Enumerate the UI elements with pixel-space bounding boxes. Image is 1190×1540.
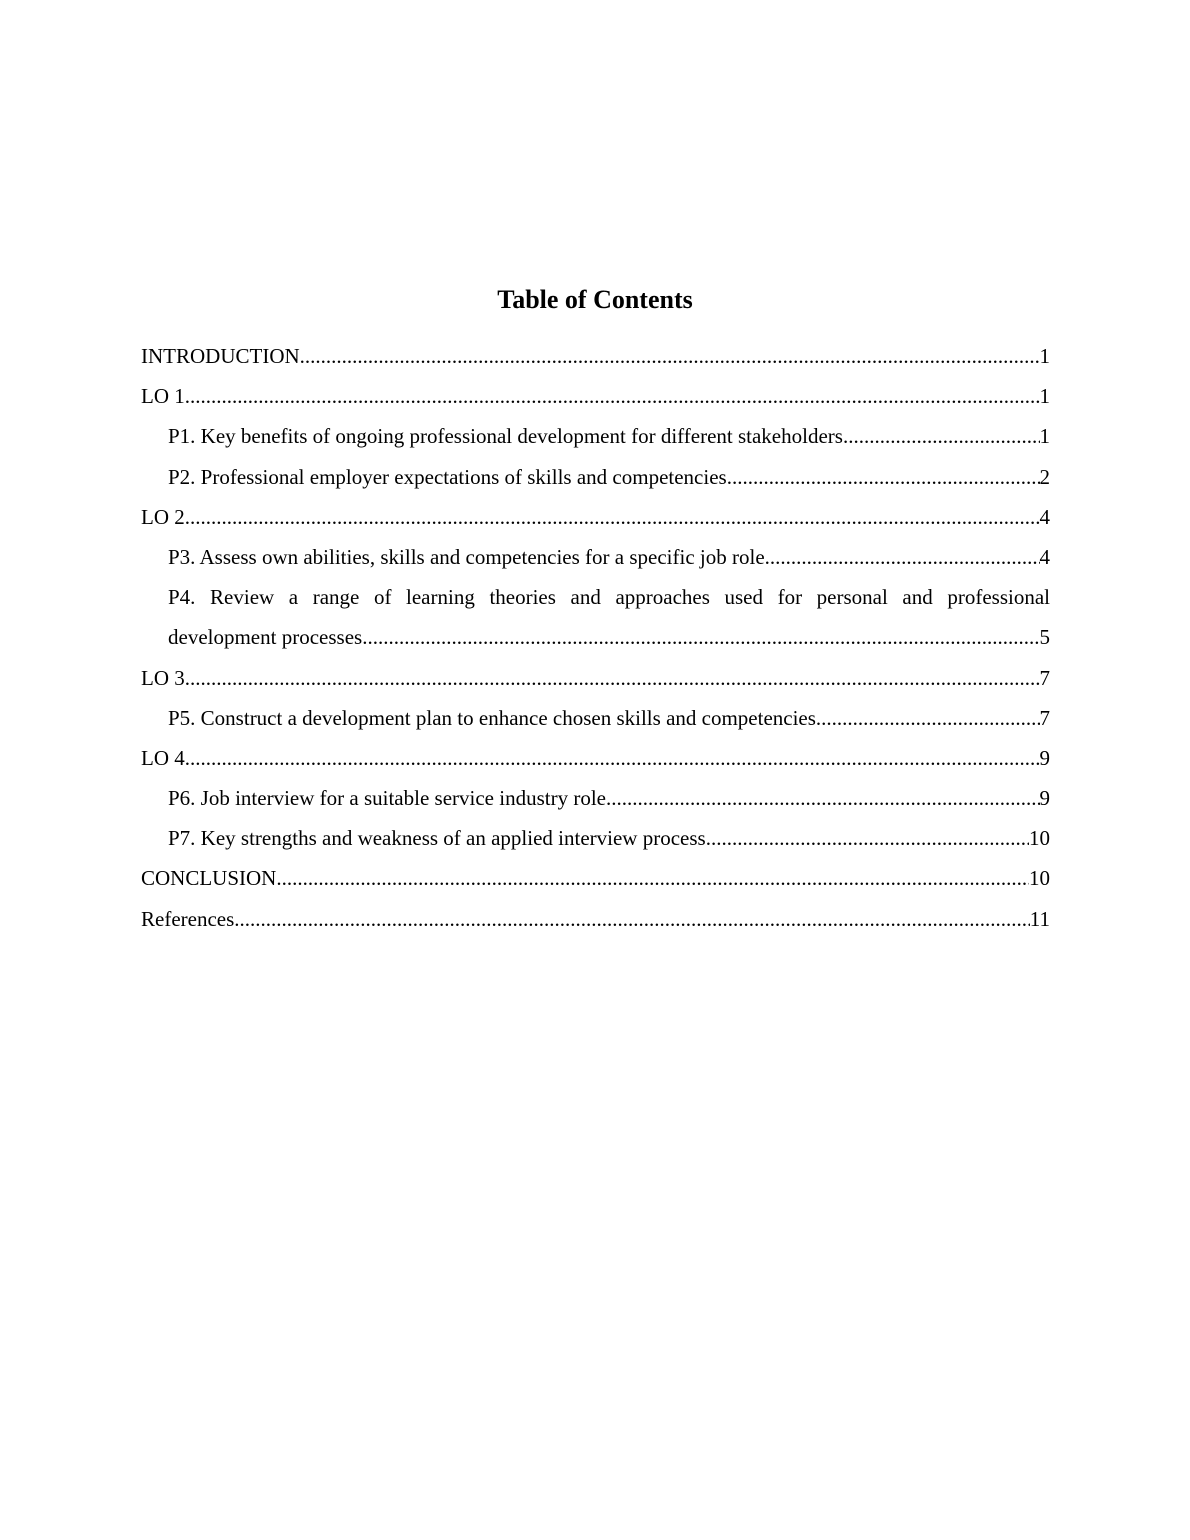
toc-word: learning bbox=[406, 585, 475, 610]
toc-entry-p6[interactable] bbox=[141, 778, 1050, 818]
toc-entry-p7[interactable] bbox=[141, 818, 1050, 858]
toc-entry-label: LO 1 bbox=[141, 384, 185, 409]
toc-dot-leader bbox=[185, 376, 1040, 416]
toc-entry-label: INTRODUCTION bbox=[141, 344, 300, 368]
toc-word: of bbox=[373, 585, 392, 610]
toc-dot-leader bbox=[276, 858, 1029, 898]
toc-word: range bbox=[312, 585, 360, 610]
toc-entry-lo2[interactable] bbox=[141, 497, 1050, 537]
toc-entry-label: CONCLUSION bbox=[141, 866, 277, 891]
toc-page-number: 2 bbox=[1039, 464, 1050, 489]
toc-dot-leader bbox=[843, 416, 1040, 456]
toc-word: for bbox=[777, 585, 803, 610]
toc-entry-p5[interactable] bbox=[141, 698, 1050, 738]
toc-dot-leader bbox=[185, 738, 1040, 778]
toc-page-number: 1 bbox=[1039, 344, 1050, 368]
toc-word: used bbox=[724, 585, 763, 610]
toc-entry-label: development processes bbox=[168, 625, 363, 650]
toc-dot-leader bbox=[234, 899, 1029, 939]
toc-dot-leader bbox=[706, 818, 1029, 858]
toc-word: Review bbox=[210, 585, 275, 610]
page-title: Table of Contents bbox=[497, 285, 693, 314]
toc-word: approaches bbox=[615, 585, 710, 610]
toc-page-number: 9 bbox=[1039, 745, 1050, 770]
toc-entry-label: P5. Construct a development plan to enhance chosen skills and competencies bbox=[168, 705, 816, 730]
toc-entry-references[interactable] bbox=[141, 899, 1050, 939]
toc-page-number: 1 bbox=[1039, 424, 1050, 449]
toc-entry-conclusion[interactable] bbox=[141, 858, 1050, 898]
table-of-contents bbox=[141, 336, 1050, 939]
toc-entry-lo4[interactable] bbox=[141, 738, 1050, 778]
toc-entry-label: P3. Assess own abilities, skills and competencies for a specific job role bbox=[168, 544, 765, 569]
toc-dot-leader bbox=[300, 336, 1040, 376]
toc-entry-p2[interactable] bbox=[141, 457, 1050, 497]
toc-dot-leader bbox=[606, 778, 1040, 818]
toc-entry-label-line1 bbox=[168, 577, 1050, 617]
toc-dot-leader bbox=[727, 457, 1040, 497]
toc-page-number: 9 bbox=[1039, 786, 1050, 811]
toc-entry-label: LO 2 bbox=[141, 504, 185, 529]
toc-entry-label: References bbox=[141, 906, 235, 931]
toc-entry-label-line2 bbox=[168, 617, 1050, 657]
toc-entry-label: P7. Key strengths and weakness of an applied interview process bbox=[168, 826, 706, 851]
toc-word: personal bbox=[816, 585, 888, 610]
toc-entry-p4[interactable] bbox=[141, 577, 1050, 657]
toc-dot-leader bbox=[816, 698, 1040, 738]
toc-entry-p1[interactable] bbox=[141, 416, 1050, 456]
toc-word: P4. bbox=[168, 585, 196, 610]
toc-entry-label: LO 4 bbox=[141, 745, 185, 770]
toc-page-number: 10 bbox=[1029, 826, 1050, 851]
toc-dot-leader bbox=[765, 537, 1040, 577]
toc-entry-lo3[interactable] bbox=[141, 658, 1050, 698]
toc-entry-label: P1. Key benefits of ongoing professional development for different stakeholders bbox=[168, 424, 843, 449]
toc-page-number: 5 bbox=[1039, 625, 1050, 650]
toc-page-number: 10 bbox=[1029, 866, 1050, 891]
toc-entry-lo1[interactable] bbox=[141, 376, 1050, 416]
toc-dot-leader bbox=[185, 497, 1040, 537]
toc-word: professional bbox=[947, 585, 1050, 610]
toc-entry-label: P6. Job interview for a suitable service industry role bbox=[168, 786, 606, 811]
toc-page-number: 1 bbox=[1039, 384, 1050, 409]
toc-dot-leader bbox=[185, 658, 1040, 698]
toc-word: and bbox=[570, 585, 601, 610]
toc-word: a bbox=[288, 585, 299, 610]
toc-entry-label: LO 3 bbox=[141, 665, 185, 690]
toc-page-number: 11 bbox=[1029, 906, 1050, 931]
toc-page-number: 4 bbox=[1039, 504, 1050, 529]
toc-page-number: 7 bbox=[1039, 705, 1050, 730]
toc-entry-introduction[interactable] bbox=[141, 336, 1050, 376]
toc-word: and bbox=[902, 585, 933, 610]
toc-page-number: 4 bbox=[1039, 544, 1050, 569]
toc-dot-leader bbox=[362, 617, 1039, 657]
toc-word: theories bbox=[489, 585, 556, 610]
toc-page-number: 7 bbox=[1039, 665, 1050, 690]
toc-entry-label: P2. Professional employer expectations of skills and competencies bbox=[168, 464, 727, 489]
toc-entry-p3[interactable] bbox=[141, 537, 1050, 577]
